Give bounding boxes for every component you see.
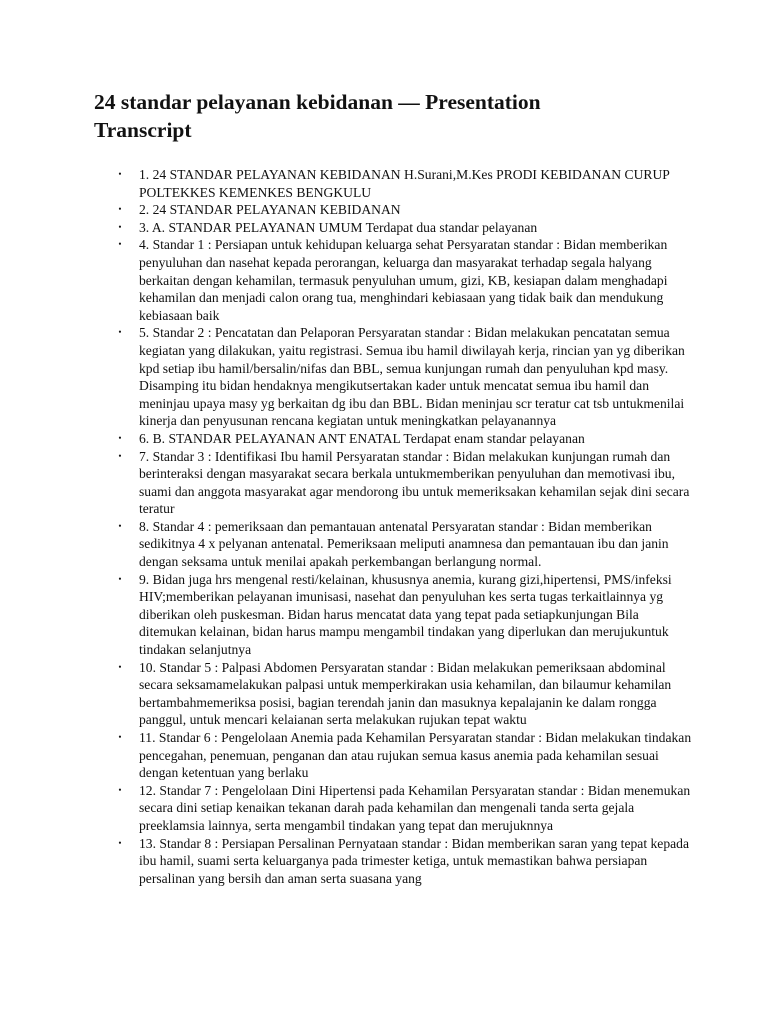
list-item xyxy=(94,659,698,729)
bullet-icon: • xyxy=(118,450,122,461)
list-item-text: 11. Standar 6 : Pengelolaan Anemia pada Kehamilan Persyaratan standar : Bidan melakukan tindakan pencegahan, penemuan, penganan dan atau rujukan semua kasus anemia pada kehamilan sesuai dengan ketentuan yang berlaku xyxy=(139,730,692,781)
list-item-text: 10. Standar 5 : Palpasi Abdomen Persyaratan standar : Bidan melakukan pemeriksaan abdominal secara seksamamelakukan palpasi untuk memperkirakan usia kehamilan, dan bilaumur kehamilan bertambahmemeriksa posisi, bagian terendah janin dan masuknya kepalajanin ke dalam rongga panggul, untuk mencari kelaianan serta melakukan rujukan tepat waktu xyxy=(139,659,672,728)
bullet-icon: • xyxy=(118,204,122,215)
list-item-text: 6. B. STANDAR PELAYANAN ANT ENATAL Terdapat enam standar pelayanan xyxy=(139,430,585,446)
list-item-text: 7. Standar 3 : Identifikasi Ibu hamil Persyaratan standar : Bidan melakukan kunjungan rumah dan berinteraksi dengan masyarakat secara berkala untukmemberikan penyuluhan dan memotivasi ibu, suami dan anggota masyarakat agar mendorong ibu untuk memeriksakan kehamilan sejak dini secara teratur xyxy=(139,448,690,517)
list-item-text: 4. Standar 1 : Persiapan untuk kehidupan keluarga sehat Persyaratan standar : Bidan memberikan penyuluhan dan nasehat kepada perorangan, keluarga dan masyarakat terhadap segala halyang berkaitan dengan kehamilan, termasuk penyuluhan umum, gizi, KB, kesiapan dalam menghadapi kehamilan dan menjadi calon orang tua, menghindari kebiasaan yang tidak baik dan mendukung kebiasaan baik xyxy=(139,237,668,323)
list-item-text: 2. 24 STANDAR PELAYANAN KEBIDANAN xyxy=(139,202,401,218)
list-item xyxy=(94,782,698,835)
bullet-icon: • xyxy=(118,520,122,531)
bullet-icon: • xyxy=(118,784,122,795)
list-item xyxy=(94,729,698,782)
list-item xyxy=(94,518,698,571)
page-title: 24 standar pelayanan kebidanan — Presentation Transcript xyxy=(94,90,541,142)
bullet-icon: • xyxy=(118,661,122,672)
bullet-icon: • xyxy=(118,327,122,338)
bullet-icon: • xyxy=(118,239,122,250)
list-item xyxy=(94,835,698,888)
bullet-icon: • xyxy=(118,432,122,443)
list-item xyxy=(94,324,698,430)
list-item xyxy=(94,166,698,201)
bullet-icon: • xyxy=(118,732,122,742)
list-item-text: 9. Bidan juga hrs mengenal resti/kelainan, khususnya anemia, kurang gizi,hipertensi, PMS/infeksi HIV;memberikan pelayanan imunisasi, nasehat dan penyuluhan kes serta tugas terkaitlainnya yg diberikan oleh puskesman. Bidan harus mencatat data yang tepat pada setiapkunjungan Bila ditemukan kelainan, bidan harus mampu mengambil tindakan yang diperlukan dan merujukuntuk tindakan selanjutnya xyxy=(139,571,672,658)
list-item xyxy=(94,201,698,219)
bullet-icon: • xyxy=(118,573,122,584)
bullet-icon: • xyxy=(118,837,122,848)
list-item xyxy=(94,430,698,448)
list-item-text: 5. Standar 2 : Pencatatan dan Pelaporan Persyaratan standar : Bidan melakukan pencatatan semua kegiatan yang dilakukan, yaitu registrasi. Semua ibu hamil diwilayah kerja, rincian yan yg diberikan kpd setiap ibu hamil/bersalin/nifas dan BBL, semua kunjungan rumah dan penyuluhan kpd masy. Disamping itu bidan hendaknya mengikutsertakan kader untuk mencatat semua ibu hamil dan meninjau upaya masy yg berkaitan dg ibu dan BBL. Bidan meninjau scr teratur cat tsb untukmenilai kinerja dan penyusunan rencana kegiatan untuk meningkatkan pelayanannya xyxy=(139,325,685,429)
list-item xyxy=(94,571,698,659)
list-item xyxy=(94,219,698,237)
list-item-text: 12. Standar 7 : Pengelolaan Dini Hipertensi pada Kehamilan Persyaratan standar : Bidan menemukan secara dini setiap kenaikan tekanan darah pada kehamilan dan mengenali tanda serta gejala preeklamsia lainnya, serta mengambil tindakan yang tepat dan merujuknnya xyxy=(139,782,691,833)
list-item-text: 1. 24 STANDAR PELAYANAN KEBIDANAN H.Surani,M.Kes PRODI KEBIDANAN CURUP POLTEKKES KEMENKES BENGKULU xyxy=(139,167,670,200)
list-item-text: 3. A. STANDAR PELAYANAN UMUM Terdapat dua standar pelayanan xyxy=(139,219,538,235)
list-item-text: 8. Standar 4 : pemeriksaan dan pemantauan antenatal Persyaratan standar : Bidan memberikan sedikitnya 4 x pelyanan antenatal. Pemeriksaan meliputi anamnesa dan pemantauan ibu dan janin dengan seksama untuk menilai apakah perkembangan berlangung normal. xyxy=(139,518,669,570)
list-item-text: 13. Standar 8 : Persiapan Persalinan Pernyataan standar : Bidan memberikan saran yang tepat kepada ibu hamil, suami serta keluarganya pada trimester ketiga, untuk memastikan bahwa persiapan persalinan yang bersih dan aman serta suasana yang xyxy=(139,835,689,886)
bullet-icon: • xyxy=(118,169,122,179)
list-item xyxy=(94,448,698,518)
transcript-list xyxy=(94,166,698,887)
bullet-icon: • xyxy=(118,221,122,232)
list-item xyxy=(94,236,698,324)
